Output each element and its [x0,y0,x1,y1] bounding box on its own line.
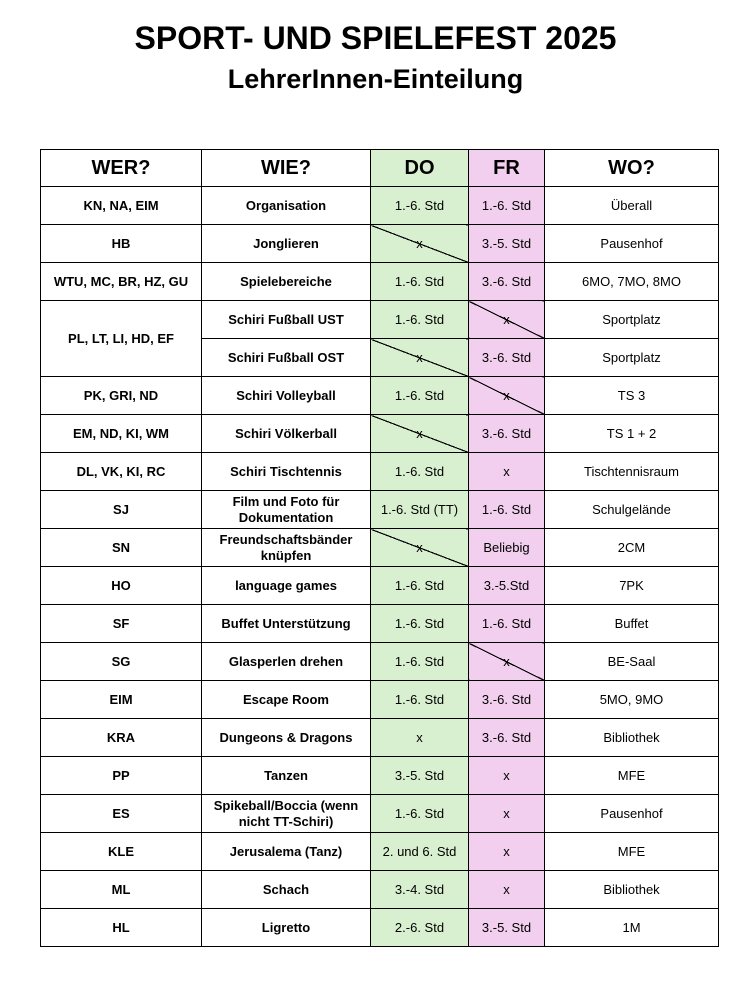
cell-wo: Bibliothek [545,871,719,909]
cell-wie: Schiri Volleyball [202,377,371,415]
cell-wie: Organisation [202,187,371,225]
cell-do: 1.-6. Std [371,263,469,301]
cell-wo: 2CM [545,529,719,567]
schedule-table [40,149,719,947]
cell-wo: Schulgelände [545,491,719,529]
cell-do: 2. und 6. Std [371,833,469,871]
table-row [41,833,719,871]
cell-wie: Spielebereiche [202,263,371,301]
table-row [41,301,719,339]
cell-fr: 3.-6. Std [469,263,545,301]
cell-wo: Pausenhof [545,225,719,263]
table-row [41,187,719,225]
cell-do: 2.-6. Std [371,909,469,947]
cell-wer: KN, NA, EIM [41,187,202,225]
table-row [41,681,719,719]
header-wer: WER? [41,150,202,187]
cell-wie: Spikeball/Boccia (wenn nicht TT-Schiri) [202,795,371,833]
cell-wie: Ligretto [202,909,371,947]
cell-wo: Buffet [545,605,719,643]
cell-do: 1.-6. Std [371,643,469,681]
cell-wer: EM, ND, KI, WM [41,415,202,453]
cell-wie: Schiri Fußball UST [202,301,371,339]
cell-fr: x [469,795,545,833]
cell-wer: DL, VK, KI, RC [41,453,202,491]
table-row [41,225,719,263]
cell-wo: Sportplatz [545,339,719,377]
cell-fr: x [469,453,545,491]
cell-do: 3.-4. Std [371,871,469,909]
cell-do: x [371,225,469,263]
cell-fr: 3.-5.Std [469,567,545,605]
cell-wie: Film und Foto für Dokumentation [202,491,371,529]
cell-fr: 3.-6. Std [469,339,545,377]
cell-wo: TS 1 + 2 [545,415,719,453]
cell-do: 1.-6. Std [371,567,469,605]
header-wo: WO? [545,150,719,187]
cell-do: 1.-6. Std [371,453,469,491]
cell-fr: 3.-5. Std [469,909,545,947]
table-row [41,871,719,909]
cell-wo: Bibliothek [545,719,719,757]
table-row [41,529,719,567]
cell-do: 1.-6. Std [371,377,469,415]
table-row [41,757,719,795]
cell-wie: Jerusalema (Tanz) [202,833,371,871]
cell-wer: EIM [41,681,202,719]
cell-fr: x [469,377,545,415]
cell-fr: x [469,833,545,871]
table-row [41,567,719,605]
cell-wie: Escape Room [202,681,371,719]
cell-wo: 5MO, 9MO [545,681,719,719]
table-row [41,909,719,947]
cell-do: x [371,529,469,567]
table-row [41,491,719,529]
cell-wo: MFE [545,833,719,871]
cell-wer: KRA [41,719,202,757]
page-subtitle: LehrerInnen-Einteilung [227,64,524,94]
cell-do: 1.-6. Std (TT) [371,491,469,529]
header-fr: FR [469,150,545,187]
cell-wo: 7PK [545,567,719,605]
header-wie: WIE? [202,150,371,187]
cell-wie: Tanzen [202,757,371,795]
cell-wie: Freundschaftsbänder knüpfen [202,529,371,567]
cell-wie: Buffet Unterstützung [202,605,371,643]
cell-wie: language games [202,567,371,605]
cell-wer: HL [41,909,202,947]
table-row [41,415,719,453]
cell-wo: Pausenhof [545,795,719,833]
cell-do: 1.-6. Std [371,187,469,225]
cell-wer: PK, GRI, ND [41,377,202,415]
table-row [41,643,719,681]
table-row [41,795,719,833]
cell-wie: Schach [202,871,371,909]
cell-fr: x [469,301,545,339]
cell-wo: Überall [545,187,719,225]
cell-wo: Tischtennisraum [545,453,719,491]
cell-wie: Jonglieren [202,225,371,263]
cell-fr: 3.-6. Std [469,681,545,719]
cell-fr: 1.-6. Std [469,491,545,529]
cell-wer: KLE [41,833,202,871]
cell-wer: HB [41,225,202,263]
cell-fr: x [469,757,545,795]
cell-wie: Glasperlen drehen [202,643,371,681]
cell-fr: 1.-6. Std [469,187,545,225]
cell-wer: SJ [41,491,202,529]
cell-wo: Sportplatz [545,301,719,339]
cell-wer: SF [41,605,202,643]
table-row [41,605,719,643]
cell-wer: PL, LT, LI, HD, EF [41,301,202,377]
cell-do: 1.-6. Std [371,681,469,719]
cell-wo: 6MO, 7MO, 8MO [545,263,719,301]
cell-do: x [371,719,469,757]
cell-fr: 3.-5. Std [469,225,545,263]
cell-wie: Schiri Völkerball [202,415,371,453]
cell-wer: SG [41,643,202,681]
table-row [41,719,719,757]
cell-do: 3.-5. Std [371,757,469,795]
table-row [41,377,719,415]
cell-do: 1.-6. Std [371,301,469,339]
cell-wer: PP [41,757,202,795]
cell-fr: 3.-6. Std [469,719,545,757]
page-title: SPORT- UND SPIELEFEST 2025 [134,20,617,56]
table-row [41,453,719,491]
cell-wer: WTU, MC, BR, HZ, GU [41,263,202,301]
table-row [41,263,719,301]
header-do: DO [371,150,469,187]
cell-wer: ML [41,871,202,909]
cell-fr: x [469,871,545,909]
cell-fr: 1.-6. Std [469,605,545,643]
cell-wo: TS 3 [545,377,719,415]
cell-wer: HO [41,567,202,605]
cell-do: x [371,339,469,377]
cell-wie: Schiri Tischtennis [202,453,371,491]
cell-wo: MFE [545,757,719,795]
cell-fr: Beliebig [469,529,545,567]
cell-do: 1.-6. Std [371,605,469,643]
cell-wo: 1M [545,909,719,947]
cell-do: 1.-6. Std [371,795,469,833]
cell-fr: x [469,643,545,681]
cell-wo: BE-Saal [545,643,719,681]
header-row [41,150,719,187]
cell-do: x [371,415,469,453]
cell-wie: Dungeons & Dragons [202,719,371,757]
cell-wie: Schiri Fußball OST [202,339,371,377]
cell-fr: 3.-6. Std [469,415,545,453]
cell-wer: ES [41,795,202,833]
cell-wer: SN [41,529,202,567]
